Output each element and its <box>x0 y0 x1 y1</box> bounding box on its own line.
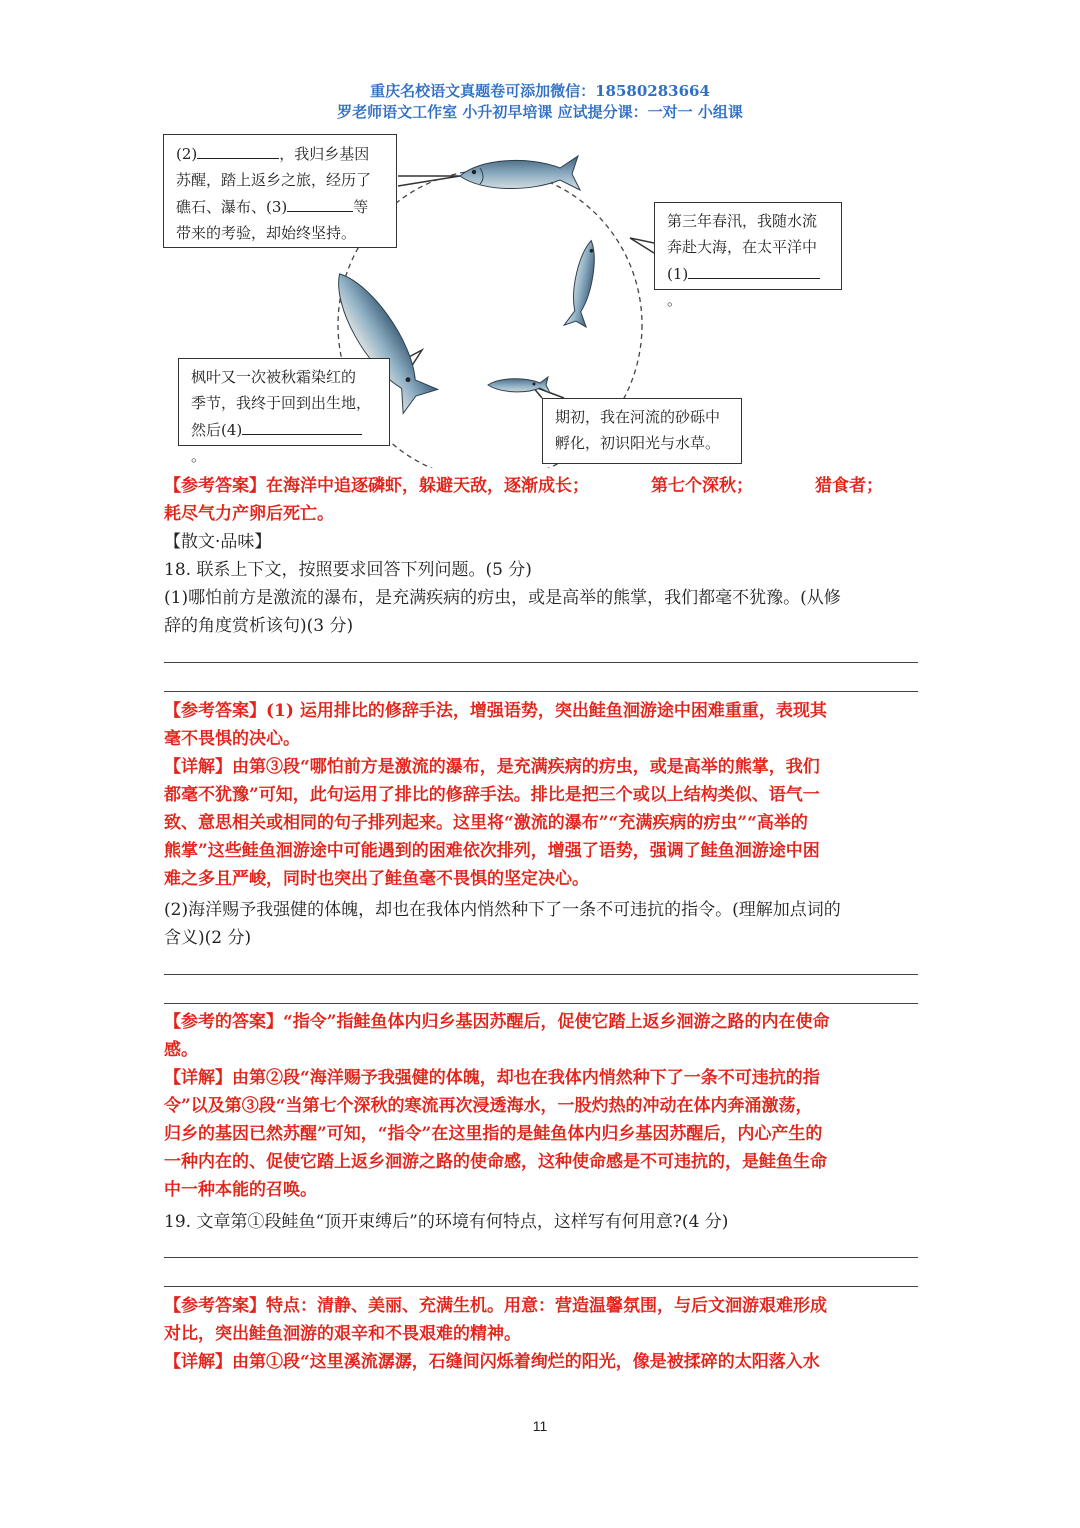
bubble-line: 期初，我在河流的砂砾中 <box>555 408 721 426</box>
detail-line: 熊掌”这些鲑鱼洄游途中可能遇到的困难依次排列，增强了语势，强调了鲑鱼洄游途中困 <box>164 841 820 861</box>
bubble-text: 。 <box>191 447 207 465</box>
salmon-young-right <box>564 238 601 328</box>
answer-line <box>164 1292 918 1320</box>
bubble-line: 苏醒，踏上返乡之旅，经历了 <box>176 171 372 189</box>
bubble-line: 孵化，初识阳光与水草。 <box>555 434 721 452</box>
bubble-text: 等 <box>353 198 369 216</box>
answer-part-1: 在海洋中追逐磷虾，躲避天敌，逐渐成长； <box>266 476 589 496</box>
question-18-title: 18. 联系上下文，按照要求回答下列问题。(5 分) <box>164 560 532 580</box>
page-number: 11 <box>532 1418 548 1434</box>
answer-blank-4 <box>242 416 362 435</box>
bubble-line: 第三年春汛，我随水流 <box>667 212 818 230</box>
answer-tag: 【参考答案】 <box>164 1296 266 1316</box>
bubble-line: 季节，我终于回到出生地， <box>191 394 372 412</box>
blank-number-4: 然后(4) <box>191 421 243 439</box>
answer-line-rule <box>164 1003 918 1004</box>
detail-line <box>164 1064 918 1092</box>
question-line: 含义)(2 分) <box>164 928 252 948</box>
answer-18-1 <box>164 697 918 893</box>
blank-number-3: 礁石、瀑布、(3) <box>176 198 288 216</box>
answer-line <box>164 1008 918 1036</box>
answer-line: 对比，突出鲑鱼洄游的艰辛和不畏艰难的精神。 <box>164 1324 521 1344</box>
answer-line: 毫不畏惧的决心。 <box>164 729 300 749</box>
detail-line: 都毫不犹豫”可知，此句运用了排比的修辞手法。排比是把三个或以上结构类似、语气一 <box>164 785 820 805</box>
answer-blank-1 <box>688 260 820 279</box>
answer-line <box>164 697 918 725</box>
answer-part-4: 耗尽气力产卵后死亡。 <box>164 504 334 524</box>
detail-line <box>164 1348 918 1376</box>
answer-tag: 【参考的答案】 <box>164 1012 283 1032</box>
question-line: 辞的角度赏析该句)(3 分) <box>164 616 354 636</box>
header-course-line: 罗老师语文工作室 小升初早培课 应试提分课：一对一 小组课 <box>337 103 743 121</box>
answer-line-rule <box>164 974 918 975</box>
bubble-ocean-growth <box>654 202 842 309</box>
bubble-line <box>191 416 377 469</box>
detail-line <box>164 753 918 781</box>
bubble-return-journey <box>163 134 397 248</box>
section-heading: 【散文·品味】 <box>164 532 272 552</box>
answer-text: “指令”指鲑鱼体内归乡基因苏醒后，促使它踏上返乡洄游之路的内在使命 <box>283 1012 830 1032</box>
answer-text: 特点：清静、美丽、充满生机。用意：营造温馨氛围，与后文洄游艰难形成 <box>266 1296 827 1316</box>
detail-text: 由第③段“哪怕前方是激流的瀑布，是充满疾病的疠虫，或是高举的熊掌，我们 <box>232 757 820 777</box>
answer-diagram <box>164 472 918 528</box>
bubble-line: 奔赴大海，在太平洋中 <box>667 238 818 256</box>
bubble-line <box>176 193 384 220</box>
answer-blank-3 <box>287 193 353 212</box>
detail-tag: 【详解】 <box>164 1352 232 1372</box>
blank-number-1: (1) <box>667 265 689 283</box>
answer-blank-2 <box>197 140 279 159</box>
bubble-hatching <box>542 398 742 464</box>
detail-line: 一种内在的、促使它踏上返乡洄游之路的使命感，这种使命感是不可违抗的，是鲑鱼生命 <box>164 1152 827 1172</box>
salmon-life-cycle-diagram <box>160 128 860 468</box>
bubble-tail-right <box>630 238 654 253</box>
answer-tag: 【参考答案】 <box>164 701 266 721</box>
question-18-1 <box>164 584 918 640</box>
answer-line-rule <box>164 1286 918 1287</box>
answer-line-rule <box>164 662 918 663</box>
detail-text: 由第①段“这里溪流潺潺，石缝间闪烁着绚烂的阳光，像是被揉碎的太阳落入水 <box>232 1352 820 1372</box>
bubble-spawning-end <box>178 358 390 465</box>
detail-line: 致、意思相关或相同的句子排列起来。这里将“激流的瀑布”“充满疾病的疠虫”“高举的 <box>164 813 808 833</box>
bubble-line: 枫叶又一次被秋霜染红的 <box>191 368 357 386</box>
header-contact-line: 重庆名校语文真题卷可添加微信：18580283664 <box>370 82 710 100</box>
bubble-line: 带来的考验，却始终坚持。 <box>176 224 357 242</box>
bubble-text: 。 <box>667 291 683 309</box>
answer-18-2 <box>164 1008 918 1204</box>
detail-text: 由第②段“海洋赐予我强健的体魄，却也在我体内悄然种下了一条不可违抗的指 <box>232 1068 820 1088</box>
detail-tag: 【详解】 <box>164 757 232 777</box>
detail-line: 归乡的基因已然苏醒”可知，“指令”在这里指的是鲑鱼体内归乡基因苏醒后，内心产生的 <box>164 1124 823 1144</box>
answer-line <box>164 472 918 500</box>
detail-line: 难之多且严峻，同时也突出了鲑鱼毫不畏惧的坚定决心。 <box>164 869 589 889</box>
answer-line-rule <box>164 691 918 692</box>
answer-line: 感。 <box>164 1040 198 1060</box>
detail-line: 令”以及第③段“当第七个深秋的寒流再次浸透海水，一股灼热的冲动在体内奔涌激荡， <box>164 1096 813 1116</box>
answer-line-rule <box>164 1257 918 1258</box>
salmon-adult-top <box>460 156 580 190</box>
question-line: (2)海洋赐予我强健的体魄，却也在我体内悄然种下了一条不可违抗的指令。(理解加点词的 <box>164 900 841 920</box>
blank-number-2: (2) <box>176 145 198 163</box>
question-line: (1)哪怕前方是激流的瀑布，是充满疾病的疠虫，或是高举的熊掌，我们都毫不犹豫。(从修 <box>164 588 841 608</box>
answer-part-2: 第七个深秋； <box>651 476 753 496</box>
bubble-text: ，我归乡基因 <box>279 145 370 163</box>
answer-part-3: 猎食者； <box>815 476 883 496</box>
answer-tag: 【参考答案】 <box>164 476 266 496</box>
bubble-line <box>176 140 384 167</box>
question-18-2 <box>164 896 918 952</box>
detail-line: 中一种本能的召唤。 <box>164 1180 317 1200</box>
bubble-line <box>667 260 829 313</box>
answer-19 <box>164 1292 918 1376</box>
bubble-tail-top <box>398 176 460 186</box>
question-19-title: 19. 文章第①段鲑鱼“顶开束缚后”的环境有何特点，这样写有何用意?(4 分) <box>164 1212 729 1232</box>
answer-text: (1) 运用排比的修辞手法，增强语势，突出鲑鱼洄游途中困难重重，表现其 <box>266 701 827 721</box>
detail-tag: 【详解】 <box>164 1068 232 1088</box>
